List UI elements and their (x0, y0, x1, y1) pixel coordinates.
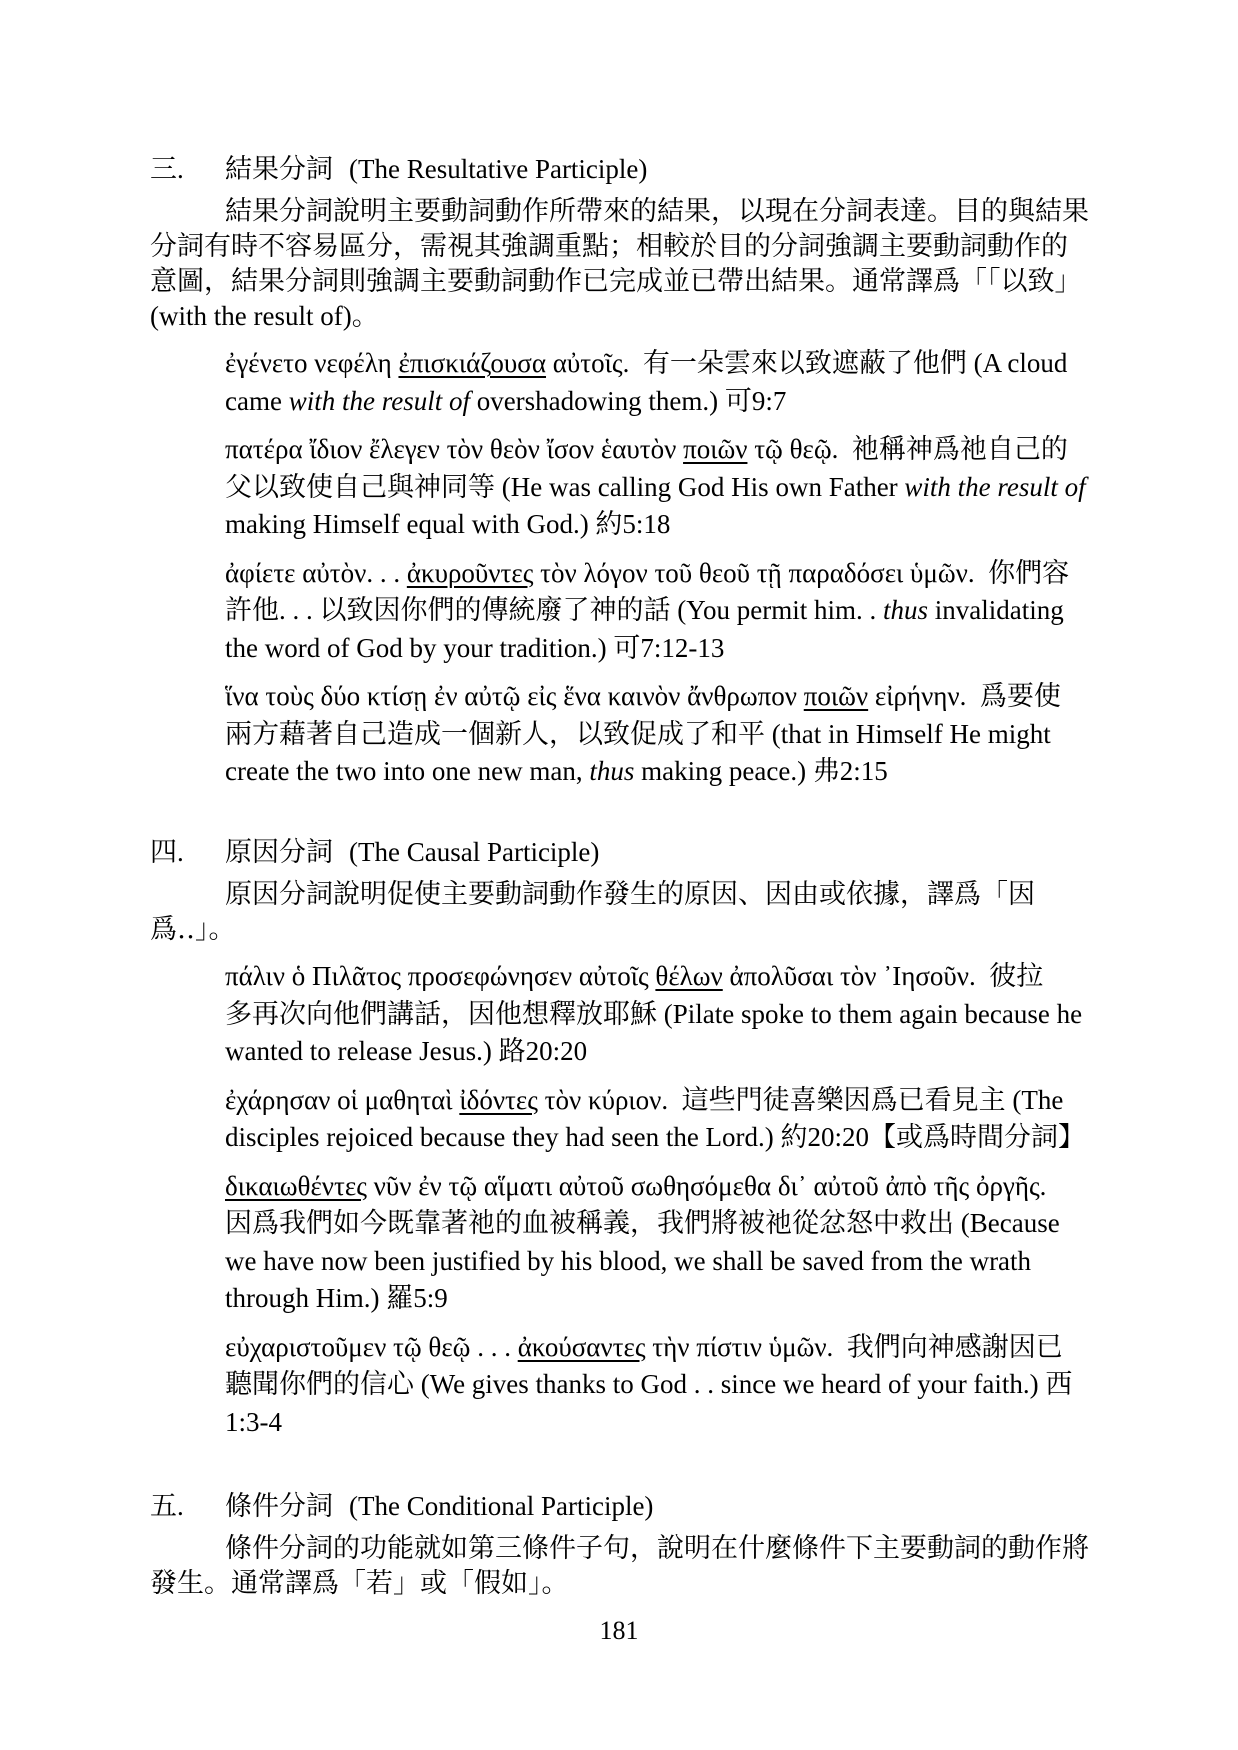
section-resultative-participle (150, 151, 1150, 791)
text-run: εἰρήνην. 爲要使 (868, 681, 1061, 711)
section-title-english: (The Resultative Participle) (349, 154, 648, 184)
text-run: 1:3-4 (225, 1406, 282, 1437)
text-line (150, 912, 1150, 947)
text-run: create the two into one new man, (225, 756, 590, 786)
text-line (150, 194, 1150, 229)
section-heading (150, 1488, 1150, 1524)
text-line (225, 592, 1150, 630)
text-run: 分詞有時不容易區分，需視其強調重點；相較於目的分詞強調主要動詞動作的 (150, 231, 1068, 261)
text-run: wanted to release Jesus.) 路20:20 (225, 1036, 588, 1066)
text-run: τὸν λόγον τοῦ θεοῦ τῇ παραδόσει ὑμῶν. 你們容 (533, 557, 1070, 588)
italic-phrase: with the result of (904, 471, 1086, 502)
text-run: ἀφίετε αὐτὸν. . . (225, 557, 407, 588)
text-run: πατέρα ἴδιον ἔλεγεν τὸν θεὸν ἴσον ἑαυτὸν (225, 434, 684, 464)
text-line (225, 1205, 1150, 1243)
text-run: 意圖，結果分詞則強調主要動詞動作已完成並已帶出結果。通常譯爲「「以致」 (150, 266, 1082, 296)
text-run: εὐχαριστοῦμεν τῷ θεῷ . . . (225, 1331, 518, 1362)
underlined-participle: δικαιωθέντες (225, 1170, 367, 1201)
underlined-participle: ποιῶν (803, 681, 869, 711)
text-line (225, 1168, 1150, 1206)
text-run: we have now been justified by his blood, we shall be saved from the wrath (225, 1245, 1032, 1276)
text-line (150, 1531, 1150, 1566)
text-run: came (225, 385, 289, 416)
text-line (225, 1119, 1150, 1157)
text-line (225, 1404, 1150, 1442)
section-causal-participle (150, 834, 1150, 1441)
example-verse (150, 1329, 1150, 1442)
italic-phrase: thus (883, 595, 929, 625)
section-description (150, 194, 1150, 334)
page-number: 181 (599, 1616, 639, 1645)
section-number: 五. (150, 1491, 184, 1521)
italic-phrase: thus (589, 756, 635, 786)
text-run: νῦν ἐν τῷ αἵματι αὐτοῦ σωθησόμεθα δι᾿ αὐτοῦ ἀπὸ τῆς ὀργῆς. (366, 1170, 1047, 1201)
text-line (225, 630, 1150, 668)
example-verse (150, 958, 1150, 1071)
underlined-participle: ποιῶν (683, 434, 748, 464)
text-line (225, 1280, 1150, 1318)
text-run: πάλιν ὁ Πιλᾶτος προσεφώνησεν αὐτοῖς (225, 961, 656, 991)
example-list (150, 958, 1150, 1441)
text-line (225, 506, 1150, 544)
text-run: 多再次向他們講話，因他想釋放耶穌 (Pilate spoke to them again because he (225, 998, 1083, 1029)
underlined-participle: θέλων (655, 961, 723, 991)
example-verse (150, 1168, 1150, 1318)
text-line (225, 1082, 1150, 1120)
text-line (225, 716, 1150, 754)
text-line (150, 1566, 1150, 1601)
section-number: 三. (150, 154, 184, 184)
text-run: τῷ θεῷ. 祂稱神爲祂自己的 (747, 434, 1068, 464)
text-run: (with the result of)。 (150, 301, 379, 331)
text-run: 父以致使自己與神同等 (He was calling God His own Father (225, 471, 905, 502)
section-description (150, 877, 1150, 947)
text-run: 結果分詞說明主要動詞動作所帶來的結果，以現在分詞表達。目的與結果 (225, 196, 1089, 226)
text-line (225, 1366, 1150, 1404)
text-line (225, 678, 1150, 716)
section-title-chinese: 結果分詞 (225, 154, 333, 184)
text-line (150, 877, 1150, 912)
text-run: τὴν πίστιν ὑμῶν. 我們向神感謝因已 (645, 1331, 1063, 1362)
section-heading (150, 151, 1150, 187)
text-run: making Himself equal with God.) 約5:18 (225, 509, 671, 539)
text-line (150, 264, 1150, 299)
underlined-participle: ἀκούσαντες (517, 1331, 646, 1362)
underlined-participle: ἰδόντες (459, 1084, 538, 1115)
text-line (225, 345, 1150, 383)
text-run: ἵνα τοὺς δύο κτίσῃ ἐν αὐτῷ εἰς ἕνα καινὸν ἄνθρωπον (225, 681, 804, 711)
example-list (150, 345, 1150, 791)
section-title-chinese: 原因分詞 (225, 837, 333, 867)
section-title-english: (The Causal Participle) (349, 837, 600, 867)
text-line (225, 996, 1150, 1034)
text-run: 條件分詞的功能就如第三條件子句，說明在什麼條件下主要動詞的動作將 (225, 1533, 1089, 1563)
underlined-participle: ἐπισκιάζουσα (398, 348, 547, 378)
text-line (225, 753, 1150, 791)
section-number: 四. (150, 837, 184, 867)
text-line (225, 469, 1150, 507)
text-run: 許他. . . 以致因你們的傳統廢了神的話 (You permit him. . (225, 595, 884, 625)
text-line (225, 383, 1150, 421)
text-line (150, 229, 1150, 264)
section-description (150, 1531, 1150, 1601)
text-run: 原因分詞說明促使主要動詞動作發生的原因、因由或依據，譯爲「因 (225, 879, 1035, 909)
underlined-participle: ἀκυροῦντες (406, 557, 534, 588)
example-verse (150, 1082, 1150, 1157)
section-heading (150, 834, 1150, 870)
text-line (225, 555, 1150, 593)
text-line (225, 431, 1150, 469)
text-run: 兩方藉著自己造成一個新人，以致促成了和平 (that in Himself He might (225, 718, 1051, 749)
text-line (225, 1243, 1150, 1281)
text-run: 爲‥」。 (150, 914, 236, 944)
text-line (150, 299, 1150, 334)
text-run: ἐχάρησαν οἱ μαθηταὶ (225, 1084, 460, 1115)
example-verse (150, 345, 1150, 420)
text-run: ἐγένετο νεφέλη (225, 348, 399, 378)
example-verse (150, 555, 1150, 668)
section-title-chinese: 條件分詞 (225, 1491, 333, 1521)
section-conditional-participle (150, 1488, 1150, 1601)
italic-phrase: with the result of (288, 385, 470, 416)
example-verse (150, 431, 1150, 544)
text-run: 發生。通常譯爲「若」或「假如」。 (150, 1568, 569, 1598)
text-run: disciples rejoiced because they had seen the Lord.) 約20:20【或爲時間分詞】 (225, 1122, 1086, 1152)
text-run: αὐτοῖς. 有一朵雲來以致遮蔽了他們 (A cloud (546, 348, 1068, 378)
text-run: ἀπολῦσαι τὸν ᾿Ιησοῦν. 彼拉 (722, 961, 1044, 991)
text-run: the word of God by your tradition.) 可7:12-13 (225, 632, 725, 663)
example-verse (150, 678, 1150, 791)
text-line (225, 958, 1150, 996)
text-run: through Him.) 羅5:9 (225, 1283, 448, 1313)
text-line (225, 1329, 1150, 1367)
text-run: 聽聞你們的信心 (We gives thanks to God . . since we heard of your faith.) 西 (225, 1369, 1073, 1399)
text-run: 因爲我們如今既靠著祂的血被稱義，我們將被祂從忿怒中救出 (Because (225, 1208, 1060, 1238)
section-title-english: (The Conditional Participle) (349, 1491, 654, 1521)
text-run: making peace.) 弗2:15 (634, 756, 888, 786)
text-run: overshadowing them.) 可9:7 (469, 385, 787, 416)
text-line (225, 1033, 1150, 1071)
text-run: τὸν κύριον. 這些門徒喜樂因爲已看見主 (The (537, 1084, 1064, 1115)
text-run: invalidating (928, 595, 1064, 625)
